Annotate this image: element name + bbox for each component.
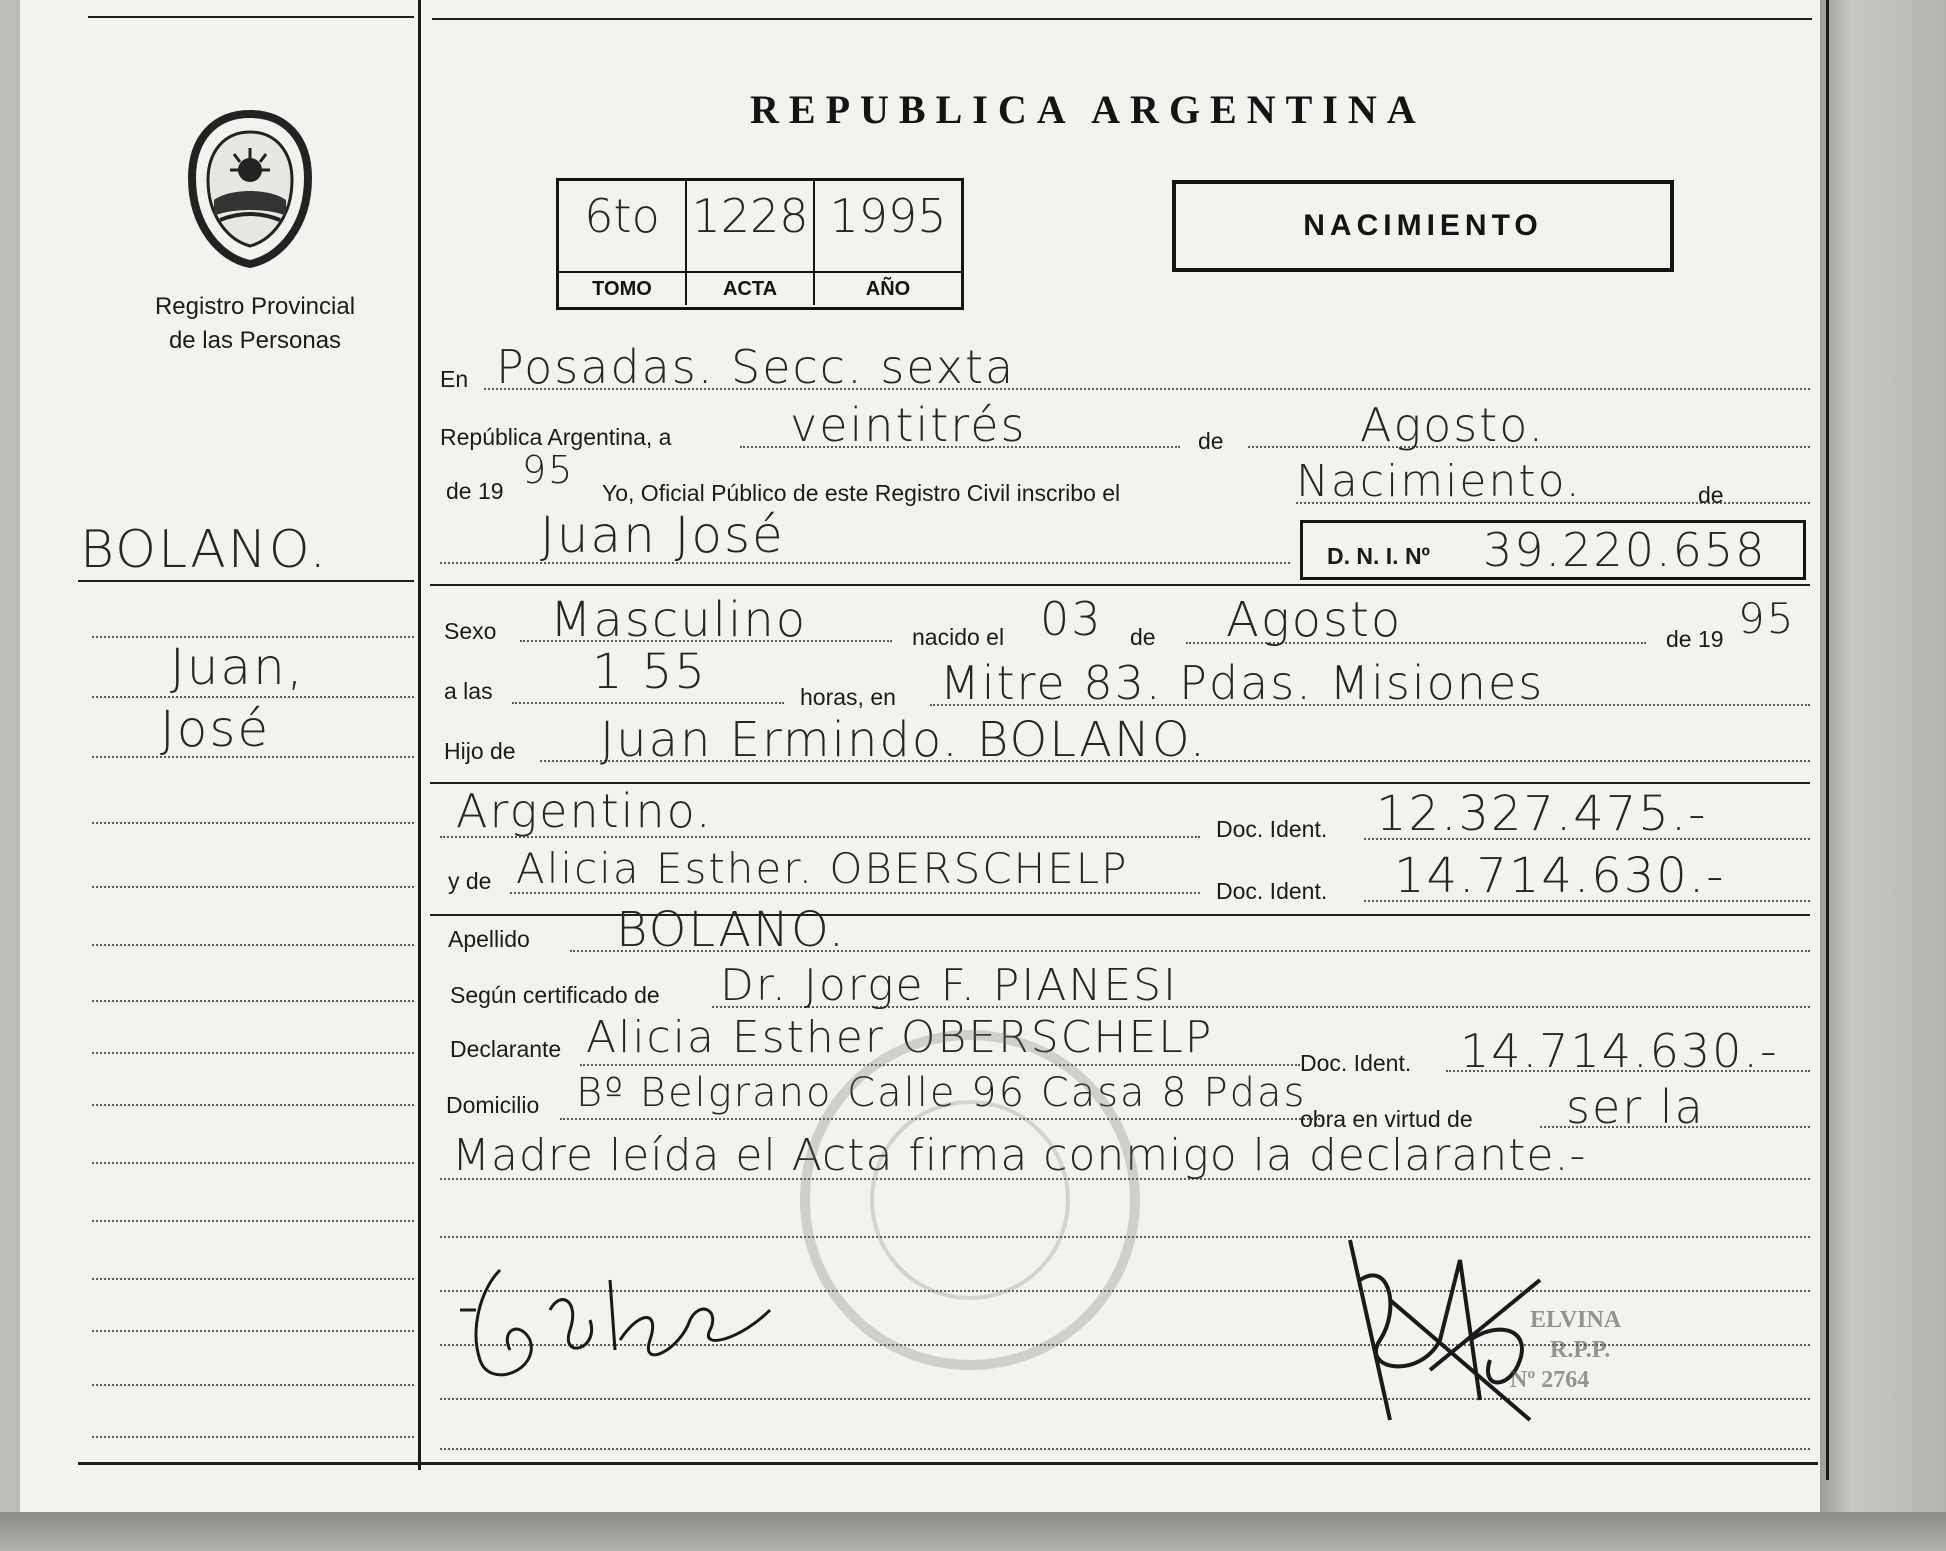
label-doc-ident-declarante: Doc. Ident. — [1300, 1050, 1412, 1076]
registry-name — [120, 290, 390, 358]
label-nacido-el: nacido el — [912, 624, 1005, 650]
label-de-acto: de — [1698, 482, 1724, 508]
field-madre: Alicia Esther. OBERSCHELP — [516, 844, 1129, 893]
margin-line — [92, 1104, 414, 1106]
margin-line — [92, 1000, 414, 1002]
anio-cell — [815, 181, 961, 305]
field-acto: Nacimiento. — [1296, 456, 1582, 507]
acta-label: ACTA — [687, 271, 813, 305]
margin-given-line2: José — [160, 700, 271, 758]
label-de-nac: de — [1130, 624, 1156, 650]
label-domicilio: Domicilio — [446, 1092, 540, 1118]
stamp-inner-ring — [870, 1100, 1070, 1300]
acta-cell — [687, 181, 815, 305]
field-medico: Dr. Jorge F. PIANESI — [720, 960, 1179, 1011]
book-edge — [1820, 0, 1946, 1551]
margin-line — [92, 756, 414, 758]
label-dni: D. N. I. Nº — [1327, 543, 1430, 569]
margin-surname: BOLANO. — [80, 520, 329, 580]
line-hora — [512, 702, 784, 704]
field-dia-nac: 03 — [1040, 592, 1103, 646]
official-round-stamp — [800, 1030, 1140, 1370]
blank-line — [440, 1448, 1810, 1450]
margin-line — [92, 1052, 414, 1054]
tomo-label: TOMO — [559, 271, 685, 305]
registrar-stamp-line3: Nº 2764 — [1510, 1367, 1590, 1393]
label-a-las: a las — [444, 678, 493, 704]
label-apellido: Apellido — [448, 926, 530, 952]
province-seal-icon — [180, 108, 320, 268]
dni-box — [1300, 520, 1806, 580]
label-obra-en-virtud: obra en virtud de — [1300, 1106, 1473, 1132]
field-hora: 1 55 — [592, 644, 707, 700]
label-en: En — [440, 366, 469, 392]
registrar-stamp-line2: R.P.P. — [1550, 1337, 1611, 1363]
margin-line — [92, 636, 414, 638]
anio-label: AÑO — [815, 271, 961, 305]
field-mes-nac: Agosto — [1226, 592, 1403, 648]
margin-line — [92, 1384, 414, 1386]
field-dni: 39.220.658 — [1483, 523, 1767, 577]
label-declarante: Declarante — [450, 1036, 562, 1062]
label-horas-en: horas, en — [800, 684, 896, 710]
field-anio-nac: 95 — [1738, 594, 1796, 643]
field-padre-doc: 12.327.475.- — [1376, 786, 1708, 842]
label-de: de — [1198, 428, 1224, 454]
volume-record-year-table — [556, 178, 964, 310]
registrar-stamp-line1: ELVINA — [1530, 1307, 1622, 1333]
bottom-rule — [78, 1462, 1818, 1465]
field-domicilio: Bº Belgrano Calle 96 Casa 8 Pdas — [576, 1070, 1307, 1116]
registry-name-line2: de las Personas — [168, 327, 342, 354]
anio-value: 1995 — [829, 189, 947, 243]
margin-line — [92, 1278, 414, 1280]
field-anio-corto: 95 — [522, 448, 575, 492]
field-mes: Agosto. — [1360, 398, 1546, 452]
label-sexo: Sexo — [444, 618, 497, 644]
declarant-signature-icon — [440, 1250, 820, 1400]
acta-value: 1228 — [691, 189, 809, 243]
record-type-box: NACIMIENTO — [1172, 180, 1674, 272]
field-lugar: Mitre 83. Pdas. Misiones — [940, 656, 1545, 710]
margin-line — [92, 1220, 414, 1222]
field-declarante: Alicia Esther OBERSCHELP — [586, 1012, 1214, 1063]
tomo-cell — [559, 181, 687, 305]
label-doc-ident-padre: Doc. Ident. — [1216, 816, 1328, 842]
label-de-19-nac: de 19 — [1666, 626, 1724, 652]
field-dia-letras: veintitrés — [790, 398, 1027, 452]
label-hijo-de: Hijo de — [444, 738, 516, 764]
field-ciudad: Posadas. Secc. sexta — [496, 340, 1016, 394]
margin-line — [92, 886, 414, 888]
country-title: REPUBLICA ARGENTINA — [750, 87, 1426, 132]
tomo-value: 6to — [584, 189, 660, 243]
label-y-de: y de — [448, 868, 492, 894]
field-continuacion: Madre leída el Acta firma conmigo la declarante.- — [452, 1130, 1587, 1181]
label-segun-cert: Según certificado de — [450, 982, 660, 1008]
field-virtud: ser la — [1566, 1080, 1705, 1134]
label-de-19: de 19 — [446, 478, 504, 504]
field-declarante-doc: 14.714.630.- — [1460, 1024, 1779, 1078]
field-nombre: Juan José — [540, 506, 785, 564]
top-rule-right — [432, 18, 1812, 20]
registry-name-line1: Registro Provincial — [154, 293, 356, 320]
field-madre-doc: 14.714.630.- — [1394, 848, 1726, 904]
margin-line — [92, 1162, 414, 1164]
label-republica-a: República Argentina, a — [440, 424, 672, 450]
margin-divider — [418, 0, 421, 1470]
label-yo-oficial: Yo, Oficial Público de este Registro Civil inscribo el — [602, 480, 1121, 506]
margin-given-line1: Juan, — [170, 638, 305, 696]
label-doc-ident-madre: Doc. Ident. — [1216, 878, 1328, 904]
margin-line — [92, 696, 414, 698]
field-sexo: Masculino — [550, 592, 808, 648]
right-border — [1826, 0, 1829, 1480]
margin-rule — [78, 580, 414, 582]
margin-line — [92, 1436, 414, 1438]
registrar-stamp-text — [1350, 1305, 1621, 1395]
top-rule-left — [88, 16, 414, 18]
section-rule-1 — [430, 584, 1810, 586]
field-apellido: BOLANO. — [616, 902, 847, 958]
margin-line — [92, 944, 414, 946]
margin-line — [92, 822, 414, 824]
field-padre-nac: Argentino. — [456, 784, 713, 838]
margin-line — [92, 1330, 414, 1332]
book-bottom-edge — [0, 1512, 1946, 1551]
field-padre: Juan Ermindo. BOLANO. — [600, 712, 1207, 768]
